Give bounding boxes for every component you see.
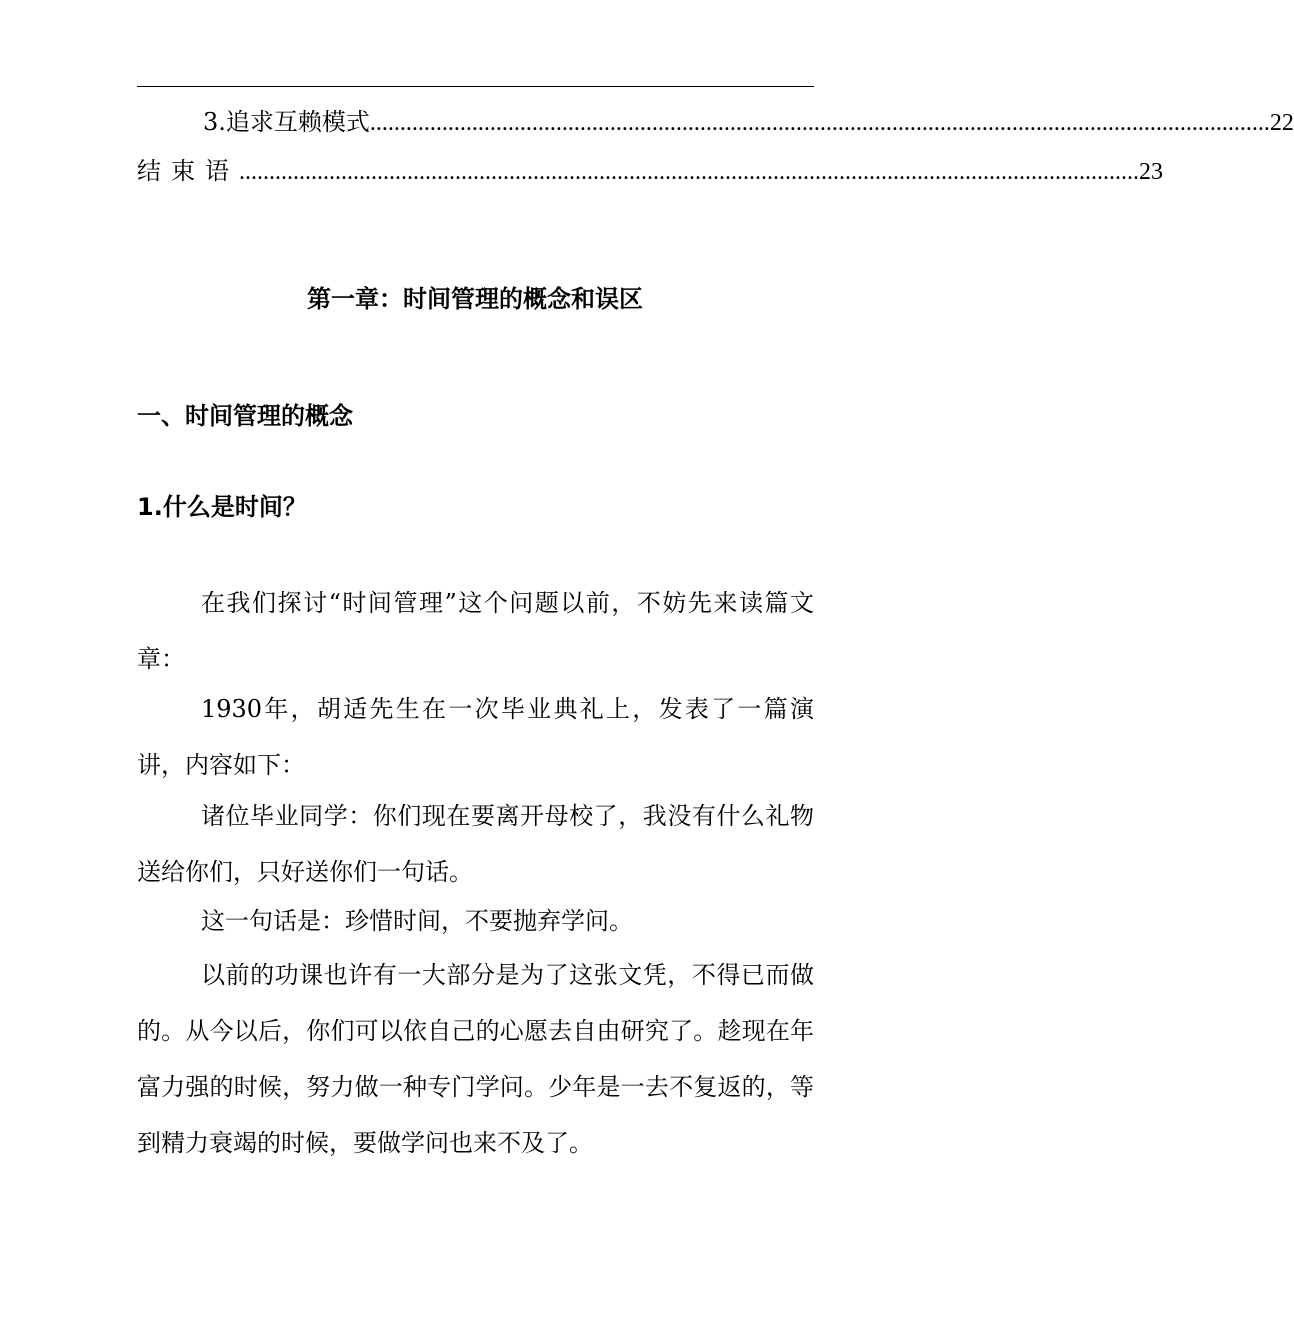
header-rule xyxy=(137,86,814,87)
body-paragraph: 诸位毕业同学：你们现在要离开母校了，我没有什么礼物送给你们，只好送你们一句话。 xyxy=(137,802,814,886)
toc-leader-dots: ...................................................................................................................................................... xyxy=(239,159,1139,185)
toc-page-number: 23 xyxy=(1139,159,1163,185)
body-paragraph: 以前的功课也许有一大部分是为了这张文凭，不得已而做的。从今以后，你们可以依自己的心愿去自由研究了。趁现在年富力强的时候，努力做一种专门学问。少年是一去不复返的，等到精力衰竭的时候，要做学问也来不及了。 xyxy=(137,961,814,1157)
toc-page-number: 22 xyxy=(1269,110,1294,136)
toc-entry-label: 结束语 xyxy=(137,157,239,185)
section-heading: 一、时间管理的概念 xyxy=(137,402,353,430)
body-paragraph: 这一句话是：珍惜时间，不要抛弃学问。 xyxy=(201,907,633,935)
chapter-title: 第一章：时间管理的概念和误区 xyxy=(307,285,643,313)
toc-entry[interactable] xyxy=(137,105,1294,139)
body-paragraph: 1930年，胡适先生在一次毕业典礼上，发表了一篇演讲，内容如下： xyxy=(137,695,814,779)
body-paragraph: 在我们探讨“时间管理”这个问题以前，不妨先来读篇文章： xyxy=(137,589,814,673)
subsection-heading: 1.什么是时间？ xyxy=(137,493,307,521)
toc-entry[interactable] xyxy=(137,154,1163,188)
toc-leader-dots: ...................................................................................................................................................... xyxy=(369,110,1270,136)
toc-entry-label: 3.追求互赖模式 xyxy=(203,108,370,136)
